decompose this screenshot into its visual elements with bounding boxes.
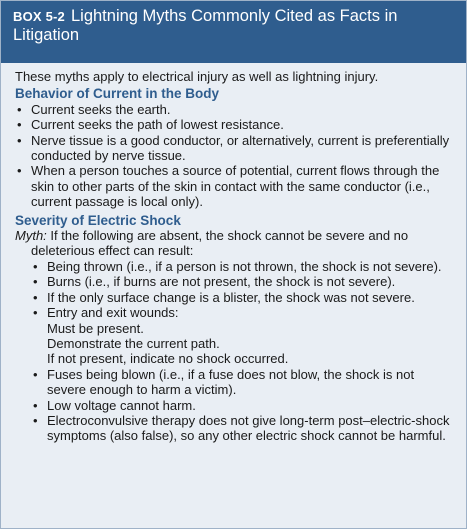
box-header: [1, 1, 466, 63]
myth-statement: [15, 228, 454, 259]
myth-text: If the following are absent, the shock cannot be severe and no deleterious effect can result:: [31, 228, 409, 259]
list-item: • Fuses being blown (i.e., if a fuse does not blow, the shock is not severe enough to harm a victim).: [31, 367, 454, 398]
list-item: • If the only surface change is a blister, the shock was not severe.: [31, 290, 454, 305]
severity-list: [15, 259, 454, 444]
box-content: [1, 63, 466, 444]
box-title: Lightning Myths Commonly Cited as Facts in Litigation: [13, 7, 398, 44]
box-number: BOX 5-2: [13, 9, 65, 24]
list-item: • Burns (i.e., if burns are not present, the shock is not severe).: [31, 274, 454, 289]
wound-line: Demonstrate the current path.: [47, 335, 220, 351]
list-item-wounds: [31, 305, 454, 367]
wound-line: If not present, indicate no shock occurred.: [47, 351, 289, 367]
list-item: • Nerve tissue is a good conductor, or alternatively, current is preferentially conducted by nerve tissue.: [15, 133, 454, 164]
section-heading-severity: Severity of Electric Shock: [15, 212, 181, 228]
list-item: • Being thrown (i.e., if a person is not thrown, the shock is not severe).: [31, 259, 454, 274]
list-item: • Current seeks the path of lowest resistance.: [15, 117, 454, 132]
list-item: • Current seeks the earth.: [15, 102, 454, 117]
list-item: • When a person touches a source of potential, current flows through the skin to other parts of the skin in contact with the same conductor (i.e., current passage is local only).: [15, 163, 454, 209]
intro-text: These myths apply to electrical injury as well as lightning injury.: [15, 69, 379, 84]
behavior-list: [15, 102, 454, 210]
myth-label: Myth:: [15, 228, 47, 244]
list-item: • Electroconvulsive therapy does not give long-term post–electric-shock symptoms (also false), so any other electric shock cannot be harmful.: [31, 413, 454, 444]
section-heading-behavior: Behavior of Current in the Body: [15, 86, 220, 102]
wound-line: Must be present.: [47, 320, 144, 336]
list-item: • Low voltage cannot harm.: [31, 398, 454, 413]
wounds-heading: • Entry and exit wounds:: [47, 305, 179, 321]
